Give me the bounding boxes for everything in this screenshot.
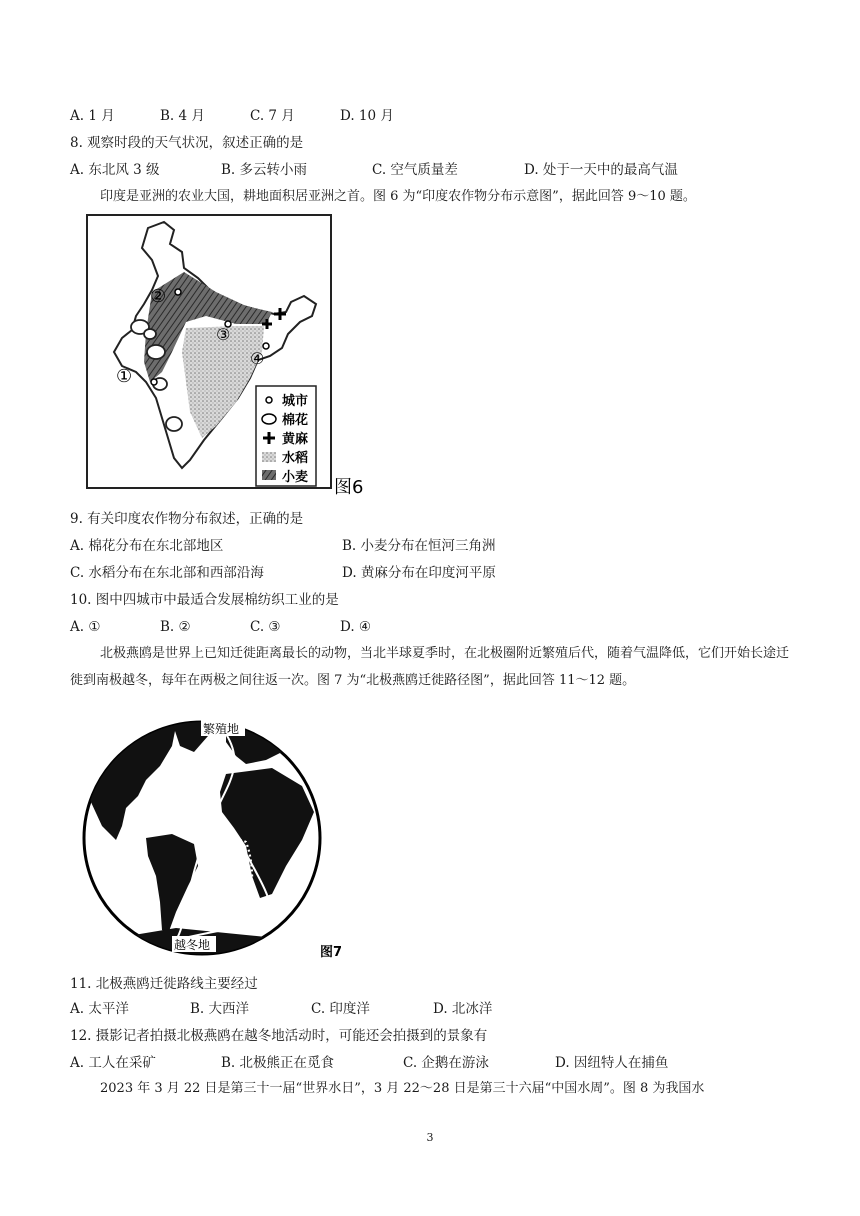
q11-option-a: A. 太平洋 xyxy=(70,1001,129,1017)
intro-water-paragraph: 2023 年 3 月 22 日是第三十一届“世界水日”，3 月 22～28 日是第三十六届“中国水周”。图 8 为我国水 xyxy=(100,1081,705,1096)
q11-option-d: D. 北冰洋 xyxy=(433,1001,493,1017)
q8-option-c: C. 空气质量差 xyxy=(372,162,458,178)
q12-option-d: D. 因纽特人在捕鱼 xyxy=(555,1055,669,1071)
q10-option-d: D. ④ xyxy=(340,619,372,635)
q11-stem: 11. 北极燕鸥迁徙路线主要经过 xyxy=(70,976,258,992)
q7-option-b: B. 4 月 xyxy=(160,108,205,124)
q12-option-c: C. 企鹅在游泳 xyxy=(403,1055,489,1071)
q9-option-d: D. 黄麻分布在印度河平原 xyxy=(342,565,496,581)
q10-option-c: C. ③ xyxy=(250,619,281,635)
intro-india-paragraph: 印度是亚洲的农业大国，耕地面积居亚洲之首。图 6 为“印度农作物分布示意图”，据此回答 9～10 题。 xyxy=(100,189,696,204)
label-breeding: 繁殖地 xyxy=(203,722,240,736)
q12-option-b: B. 北极熊正在觅食 xyxy=(221,1055,335,1071)
figure-6-india-crop-map xyxy=(86,212,386,497)
q12-stem: 12. 摄影记者拍摄北极燕鸥在越冬地活动时，可能还会拍摄到的景象有 xyxy=(70,1028,488,1044)
q10-option-b: B. ② xyxy=(160,619,191,635)
marker-3: ③ xyxy=(216,325,231,344)
q8-option-a: A. 东北风 3 级 xyxy=(70,162,160,178)
q9-stem: 9. 有关印度农作物分布叙述，正确的是 xyxy=(70,511,304,527)
legend-cotton: 棉花 xyxy=(282,413,309,428)
page-number: 3 xyxy=(426,1131,434,1144)
intro-tern-paragraph: 北极燕鸥是世界上已知迁徙距离最长的动物，当北半球夏季时，在北极圈附近繁殖后代，随着气温降低，它们开始长途迁徙到南极越冬，每年在两极之间往返一次。图 7 为“北极燕鸥迁徙路径图”，据此回答 11～12 题。 xyxy=(70,646,790,688)
q8-stem: 8. 观察时段的天气状况，叙述正确的是 xyxy=(70,135,304,151)
q7-option-d: D. 10 月 xyxy=(340,108,394,124)
q8-option-d: D. 处于一天中的最高气温 xyxy=(524,162,678,178)
q10-option-a: A. ① xyxy=(70,619,101,635)
q9-option-a: A. 棉花分布在东北部地区 xyxy=(70,538,224,554)
q7-option-a: A. 1 月 xyxy=(70,108,115,124)
label-wintering: 越冬地 xyxy=(174,938,211,952)
q9-option-c: C. 水稻分布在东北部和西部沿海 xyxy=(70,565,264,581)
legend-city: 城市 xyxy=(282,394,309,409)
q7-option-c: C. 7 月 xyxy=(250,108,295,124)
figure-7-tern-migration-map xyxy=(76,716,352,962)
figure-7-caption: 图7 xyxy=(320,945,343,960)
legend-rice: 水稻 xyxy=(282,451,309,466)
q9-option-b: B. 小麦分布在恒河三角洲 xyxy=(342,538,496,554)
q10-stem: 10. 图中四城市中最适合发展棉纺织工业的是 xyxy=(70,592,339,608)
marker-4: ④ xyxy=(250,349,265,368)
marker-1: ① xyxy=(116,366,133,387)
q11-option-b: B. 大西洋 xyxy=(190,1001,250,1017)
q12-option-a: A. 工人在采矿 xyxy=(70,1055,156,1071)
figure-6-caption: 图6 xyxy=(334,477,364,497)
marker-2: ② xyxy=(150,286,167,307)
q8-option-b: B. 多云转小雨 xyxy=(221,162,308,178)
legend-jute: 黄麻 xyxy=(282,432,309,447)
legend-wheat: 小麦 xyxy=(282,470,309,485)
q11-option-c: C. 印度洋 xyxy=(311,1001,370,1017)
